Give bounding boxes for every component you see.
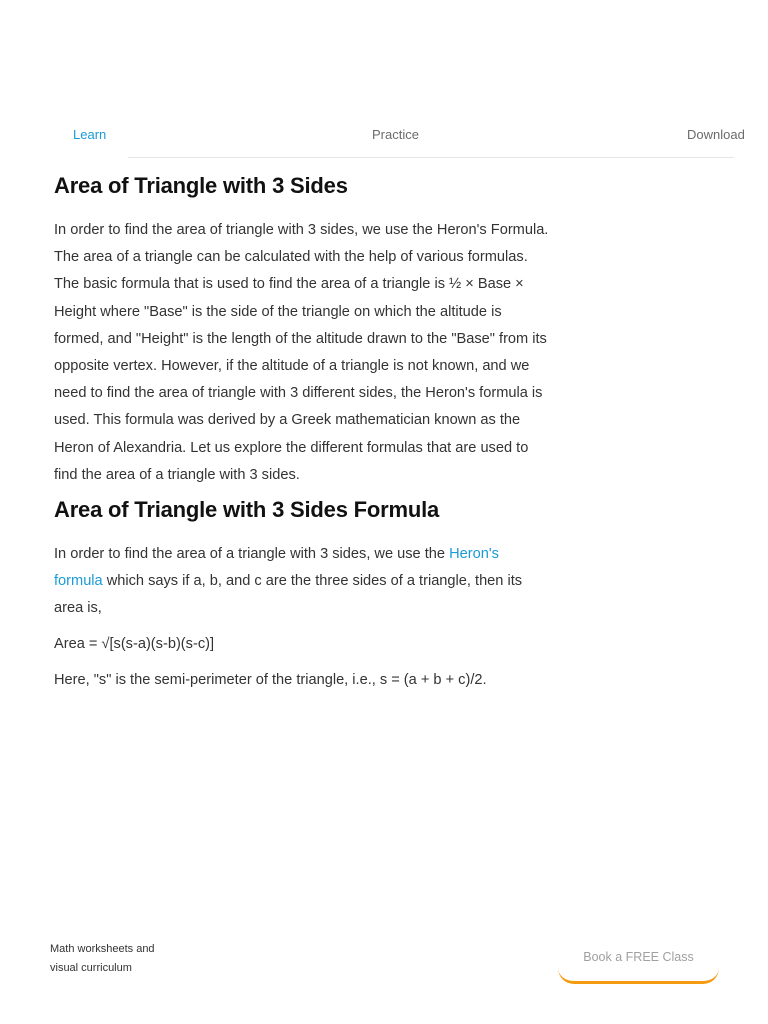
footer-tagline [50, 940, 170, 978]
herons-formula-link[interactable]: Heron's formula [54, 546, 499, 590]
formula-intro-text-after: which says if a, b, and c are the three sides of a triangle, then its area is, [54, 573, 523, 617]
formula-intro-paragraph [54, 541, 550, 623]
formula-intro-text-before: In order to find the area of a triangle with 3 sides, we use the [54, 546, 450, 563]
tab-bar [54, 118, 745, 158]
footer-tagline-line2: visual curriculum [50, 962, 132, 974]
section-intro-paragraph: In order to find the area of triangle with 3 sides, we use the Heron's Formula. The area of a triangle can be calculated with the help of various formulas. The basic formula that is used to find the area of a triangle is ½ × Base × Height where "Base" is the side of the triangle on which the altitude is formed, and "Height" is the length of the altitude drawn to the "Base" from its opposite vertex. However, if the altitude of a triangle is not known, and we need to find the area of triangle with 3 different sides, the Heron's formula is used. This formula was derived by a Greek mathematician known as the Heron of Alexandria. Let us explore the different formulas that are used to find the area of a triangle with 3 sides. [54, 222, 549, 483]
tab-learn[interactable]: Learn [73, 127, 107, 142]
footer-tagline-line1: Math worksheets and [50, 943, 155, 955]
book-free-class-button[interactable] [558, 938, 719, 984]
book-free-class-label: Book a FREE Class [583, 950, 694, 964]
semi-perimeter-note: Here, "s" is the semi-perimeter of the triangle, i.e., s = (a + b + c)/2. [54, 671, 487, 688]
tab-practice[interactable]: Practice [372, 127, 419, 142]
area-formula: Area = √[s(s-a)(s-b)(s-c)] [54, 635, 215, 652]
section-title-formula: Area of Triangle with 3 Sides Formula [54, 497, 440, 523]
tab-bar-divider [128, 157, 734, 158]
section-title-area-of-triangle: Area of Triangle with 3 Sides [54, 173, 348, 198]
tab-download[interactable]: Download [687, 127, 745, 142]
article-content [54, 170, 550, 694]
